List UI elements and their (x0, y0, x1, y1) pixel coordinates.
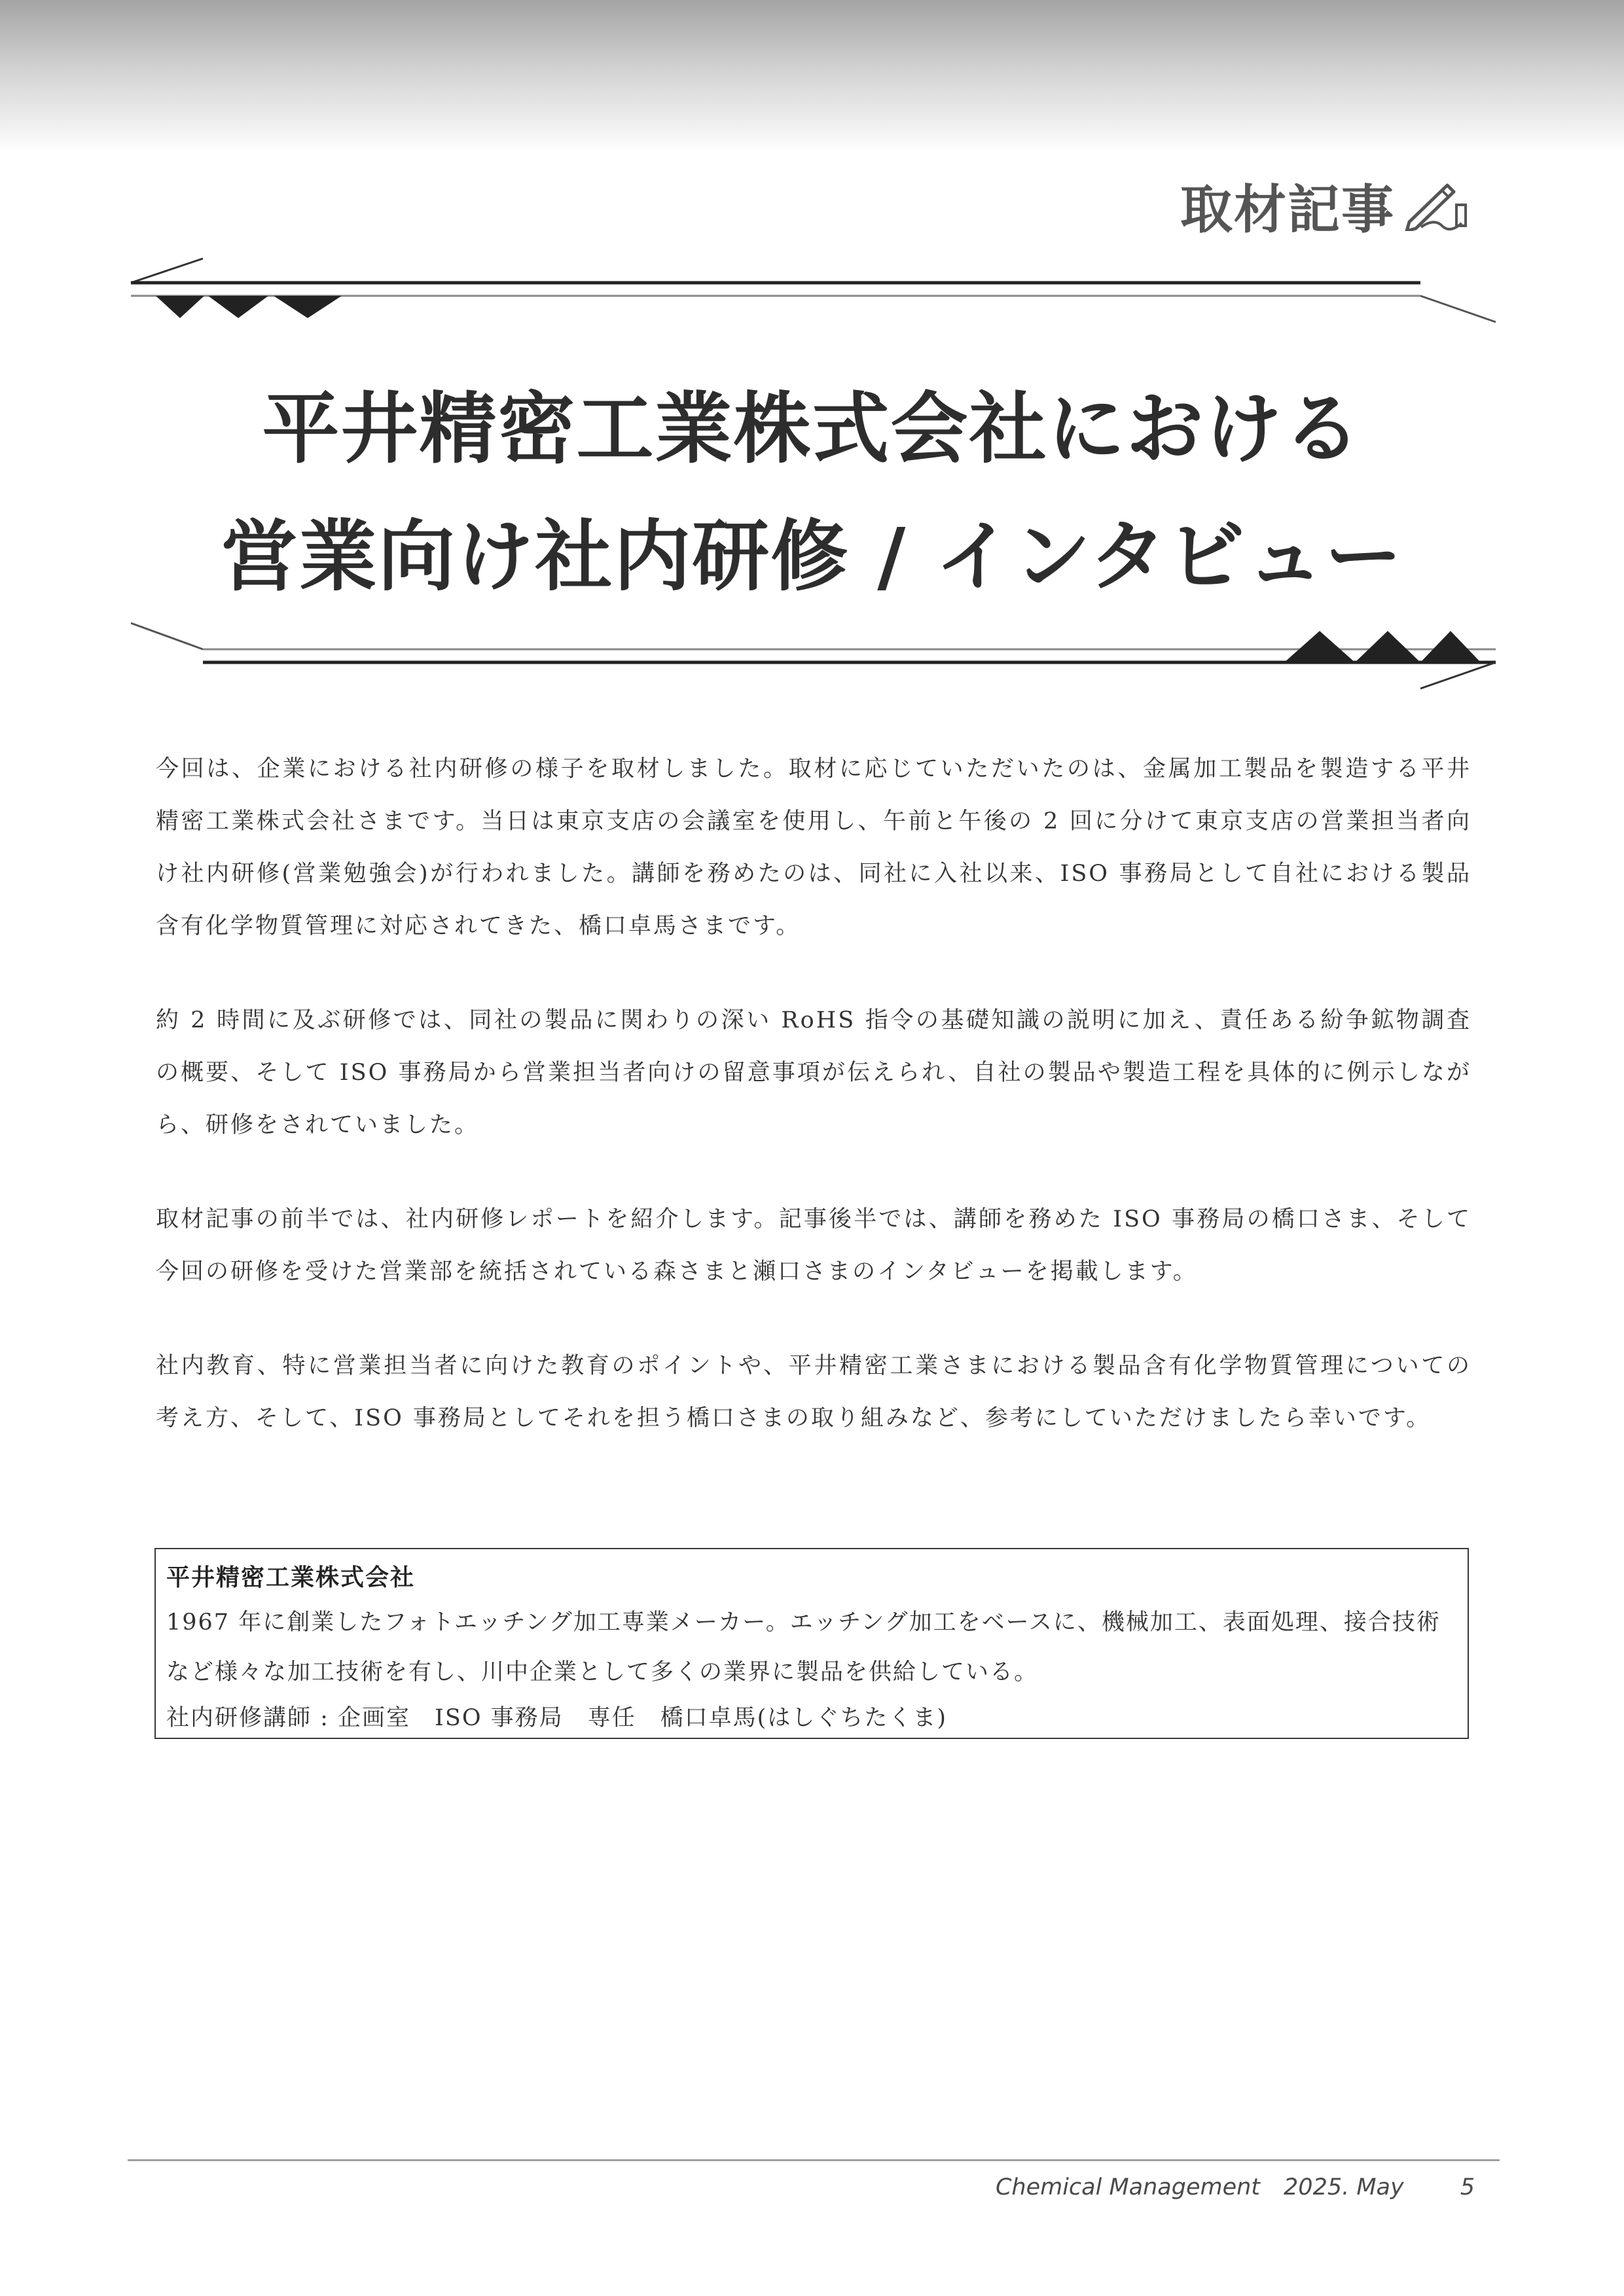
top-triangle-1 (156, 296, 204, 318)
page-number: 5 (1460, 2174, 1475, 2200)
article-title-line-2: 営業向け社内研修 / インタビュー (221, 511, 1403, 601)
top-rule-slant-left (131, 259, 203, 283)
footer-publication: Chemical Management (995, 2174, 1261, 2200)
body-paragraph: 取材記事の前半では、社内研修レポートを紹介します。記事後半では、講師を務めた ISO 事務局の橋口さま、そして今回の研修を受けた営業部を統括されている森さまと瀬口さまのインタビューを掲載します。 (156, 1206, 1471, 1285)
top-triangle-2 (208, 296, 268, 318)
top-decorative-rule (0, 249, 1624, 340)
article-title-line-1: 平井精密工業株式会社における (262, 383, 1362, 474)
top-rule-slant-right (1420, 296, 1496, 322)
bottom-triangle-1 (1284, 631, 1355, 662)
bottom-rule-slant-right (1420, 662, 1496, 689)
body-paragraph: 今回は、企業における社内研修の様子を取材しました。取材に応じていただいたのは、金属加工製品を製造する平井精密工業株式会社さまです。当日は東京支店の会議室を使用し、午前と午後の 2 回に分けて東京支店の営業担当者向け社内研修(営業勉強会)が行われました。講師を務めたのは、同社に入社以来、ISO 事務局として自社における製品含有化学物質管理に対応されてきた、橋口卓馬さまです。 (156, 756, 1471, 939)
page-footer (996, 2174, 1475, 2200)
bottom-triangle-3 (1420, 631, 1481, 662)
bottom-triangle-2 (1355, 631, 1420, 662)
bottom-decorative-rule (0, 615, 1624, 694)
body-paragraph: 約 2 時間に及ぶ研修では、同社の製品に関わりの深い RoHS 指令の基礎知識の説明に加え、責任ある紛争鉱物調査の概要、そして ISO 事務局から営業担当者向けの留意事項が伝えられ、自社の製品や製造工程を具体的に例示しながら、研修をされていました。 (156, 1007, 1471, 1138)
article-body (156, 743, 1471, 1486)
instructor-credit: 社内研修講師 : 企画室 ISO 事務局 専任 橋口卓馬(はしぐちたくま) (166, 1705, 947, 1731)
body-paragraph: 社内教育、特に営業担当者に向けた教育のポイントや、平井精密工業さまにおける製品含有化学物質管理についての考え方、そして、ISO 事務局としてそれを担う橋口さまの取り組みなど、参考にしていただけましたら幸いです。 (156, 1353, 1471, 1431)
company-name: 平井精密工業株式会社 (166, 1564, 416, 1591)
footer-issue: 2025. May (1284, 2174, 1404, 2200)
section-label-text: 取材記事 (1180, 178, 1395, 240)
footer-rule (128, 2159, 1500, 2161)
top-triangle-3 (274, 296, 342, 318)
company-info-box (154, 1548, 1469, 1739)
header-gradient-band (0, 0, 1624, 154)
bottom-rule-slant-left (131, 623, 203, 649)
company-description: 1967 年に創業したフォトエッチング加工専業メーカー。エッチング加工をベースに、機械加工、表面処理、接合技術など様々な加工技術を有し、川中企業として多くの業界に製品を供給している。 (166, 1609, 1441, 1685)
section-label (1180, 169, 1467, 241)
pen-writing-icon (1401, 179, 1467, 231)
